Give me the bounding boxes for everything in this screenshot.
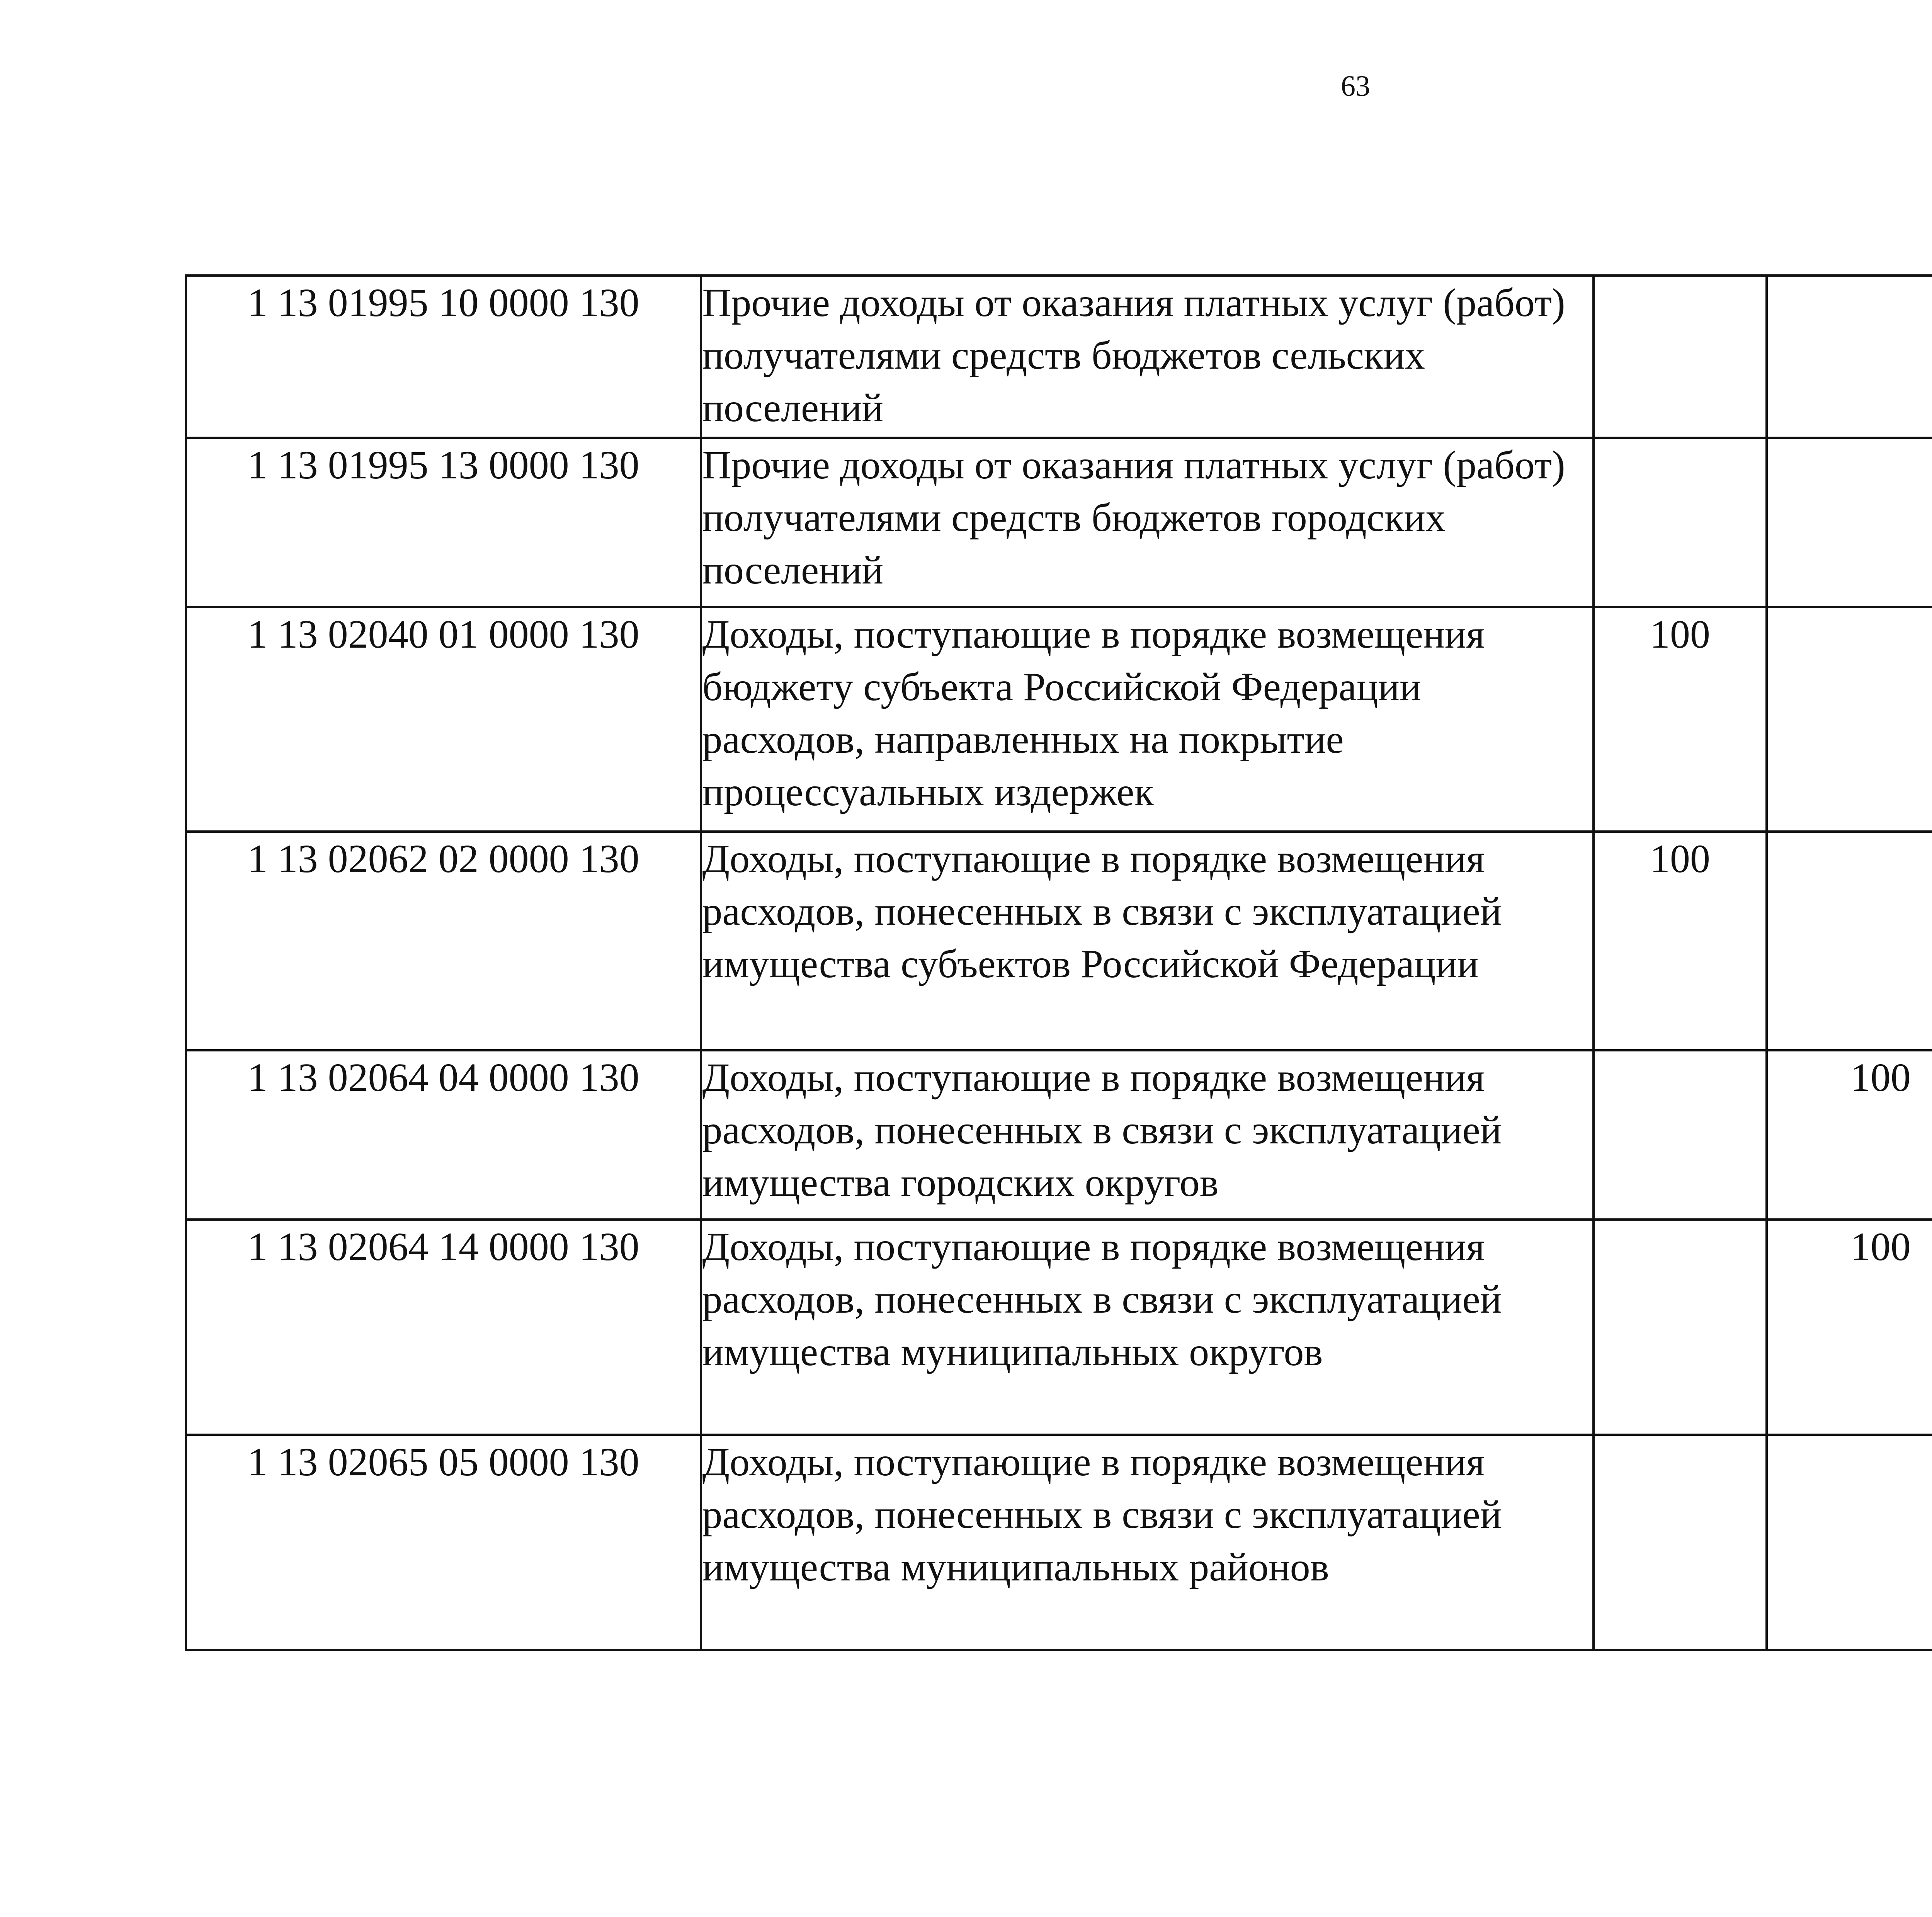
share-cell	[1767, 276, 1932, 438]
budget-code-cell: 1 13 02064 04 0000 130	[186, 1050, 701, 1220]
table-row	[186, 832, 1932, 1050]
share-cell	[1594, 276, 1767, 438]
table-row	[186, 607, 1932, 832]
budget-code-cell: 1 13 02062 02 0000 130	[186, 832, 701, 1050]
share-cell	[1767, 607, 1932, 832]
budget-code-cell: 1 13 01995 13 0000 130	[186, 438, 701, 607]
budget-code-cell: 1 13 02040 01 0000 130	[186, 607, 701, 832]
revenue-description-cell: Прочие доходы от оказания платных услуг (работ) получателями средств бюджетов городских поселений	[701, 438, 1593, 607]
revenue-description-cell: Доходы, поступающие в порядке возмещения расходов, понесенных в связи с эксплуатацией имущества муниципальных округов	[701, 1220, 1593, 1435]
budget-code-cell: 1 13 01995 10 0000 130	[186, 276, 701, 438]
revenue-description-cell: Доходы, поступающие в порядке возмещения расходов, понесенных в связи с эксплуатацией имущества субъектов Российской Федерации	[701, 832, 1593, 1050]
share-cell: 100	[1767, 1220, 1932, 1435]
budget-code-cell: 1 13 02064 14 0000 130	[186, 1220, 701, 1435]
share-cell	[1594, 1220, 1767, 1435]
share-cell	[1594, 1050, 1767, 1220]
table-row	[186, 1050, 1932, 1220]
table-row	[186, 1435, 1932, 1650]
share-cell: 100	[1594, 832, 1767, 1050]
revenue-description-cell: Доходы, поступающие в порядке возмещения расходов, понесенных в связи с эксплуатацией имущества муниципальных районов	[701, 1435, 1593, 1650]
revenue-description-cell: Прочие доходы от оказания платных услуг (работ) получателями средств бюджетов сельских поселений	[701, 276, 1593, 438]
revenue-distribution-table	[185, 274, 1932, 1651]
budget-code-cell: 1 13 02065 05 0000 130	[186, 1435, 701, 1650]
share-cell	[1594, 438, 1767, 607]
table-row	[186, 1220, 1932, 1435]
share-cell	[1594, 1435, 1767, 1650]
page-number: 63	[1341, 70, 1370, 102]
share-cell: 100	[1767, 1050, 1932, 1220]
share-cell: 100	[1594, 607, 1767, 832]
share-cell	[1767, 438, 1932, 607]
table-row	[186, 276, 1932, 438]
revenue-description-cell: Доходы, поступающие в порядке возмещения расходов, понесенных в связи с эксплуатацией имущества городских округов	[701, 1050, 1593, 1220]
share-cell	[1767, 1435, 1932, 1650]
table-row	[186, 438, 1932, 607]
share-cell	[1767, 832, 1932, 1050]
revenue-description-cell: Доходы, поступающие в порядке возмещения бюджету субъекта Российской Федерации расходов, направленных на покрытие процессуальных издержек	[701, 607, 1593, 832]
